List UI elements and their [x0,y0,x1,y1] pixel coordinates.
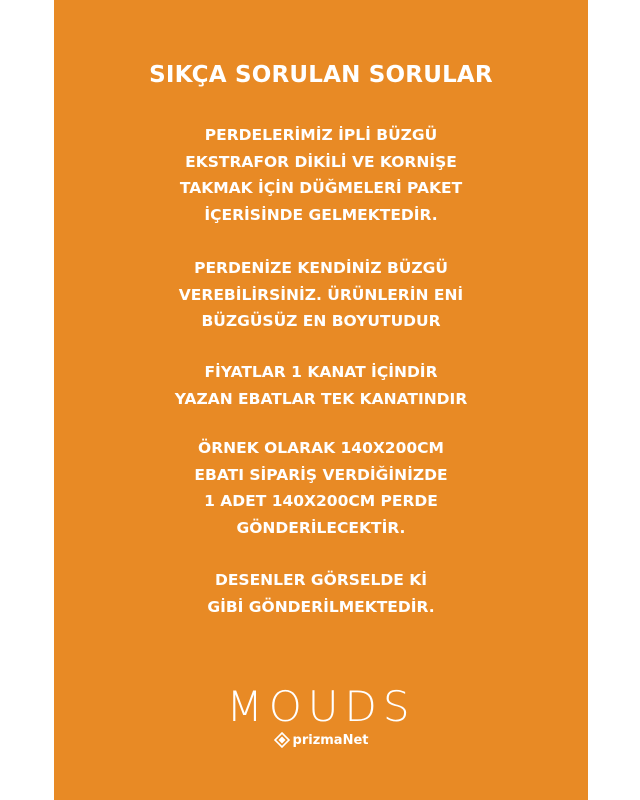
faq-line: GÖNDERİLECEKTİR. [236,518,406,537]
faq-paragraph-4 [54,435,588,541]
page-title: SIKÇA SORULAN SORULAR [149,62,493,88]
faq-panel [54,0,588,800]
faq-line: BÜZGÜSÜZ EN BOYUTUDUR [201,312,441,330]
faq-line: EKSTRAFOR DİKİLİ VE KORNİŞE [185,152,457,171]
faq-line: PERDELERİMİZ İPLİ BÜZGÜ [204,126,438,144]
logo-sub [274,732,369,748]
faq-line: VEREBİLİRSİNİZ. ÜRÜNLERİN ENİ [178,285,464,304]
faq-line: DESENLER GÖRSELDE Kİ [214,571,428,589]
faq-line: GİBİ GÖNDERİLMEKTEDİR. [207,597,435,616]
faq-line: EBATI SİPARİŞ VERDİĞİNİZDE [194,465,448,484]
faq-line: İÇERİSİNDE GELMEKTEDİR. [204,205,438,224]
logo-sub-text: prizmaNet [292,732,369,748]
brand-logo [54,684,588,752]
faq-line: TAKMAK İÇİN DÜĞMELERİ PAKET [179,179,463,197]
logo-brand-text: MOUDS [226,682,416,731]
faq-line: YAZAN EBATLAR TEK KANATINDIR [174,389,468,408]
faq-paragraph-1 [54,122,588,228]
faq-line: FİYATLAR 1 KANAT İÇİNDİR [204,363,438,381]
prizma-diamond-icon [274,732,290,748]
faq-line: PERDENİZE KENDİNİZ BÜZGÜ [194,259,448,277]
faq-paragraph-5 [54,567,588,620]
faq-line: 1 ADET 140X200CM PERDE [204,492,438,510]
faq-line: ÖRNEK OLARAK 140X200CM [198,439,444,457]
faq-paragraph-3 [54,359,588,412]
faq-paragraph-2 [54,255,588,335]
